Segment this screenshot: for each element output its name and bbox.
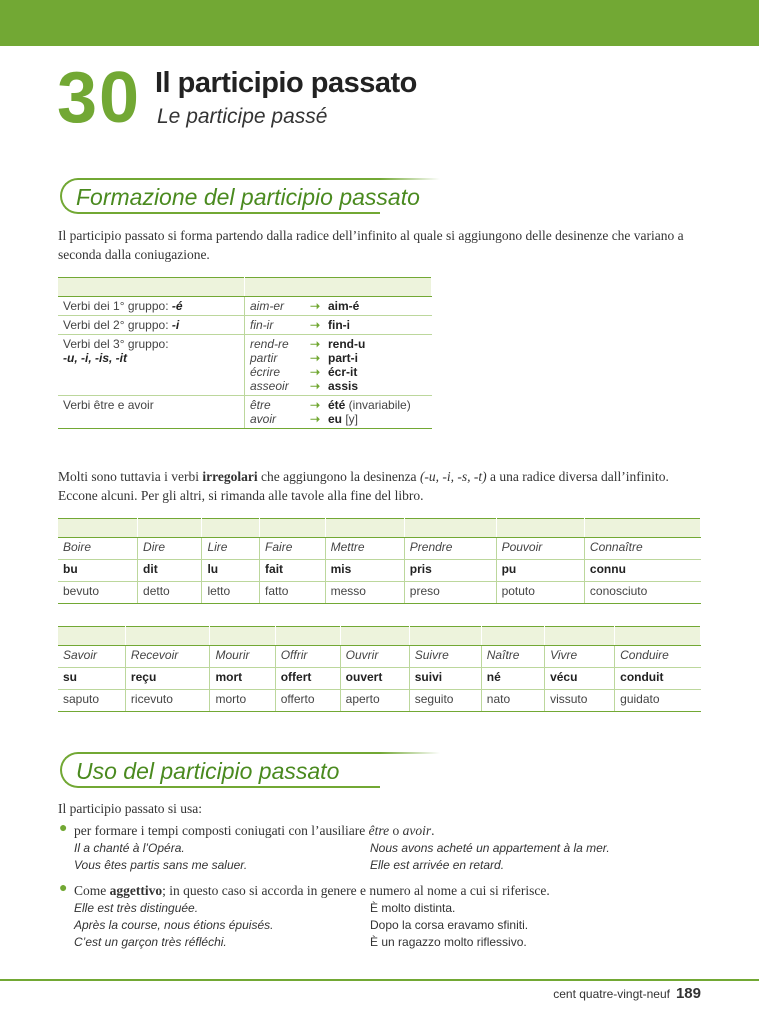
infinitive-cell: Connaître (584, 538, 700, 560)
example-italian: È molto distinta. (370, 901, 456, 915)
table-header-cell (58, 278, 245, 297)
participle: fin-i (328, 318, 350, 332)
infinitive: asseoir (250, 379, 289, 393)
table-header-cell (545, 627, 615, 646)
participle: écr-it (328, 365, 358, 379)
example-french: C’est un garçon très réfléchi. (74, 935, 227, 949)
infinitive-cell: Recevoir (125, 646, 210, 668)
italian-cell: ricevuto (125, 690, 210, 712)
participle: été (328, 398, 346, 412)
infinitive-cell: Naître (481, 646, 544, 668)
arrow-right-icon: ➝ (309, 351, 321, 365)
italian-cell: letto (202, 582, 260, 604)
infinitive-cell: Pouvoir (496, 538, 584, 560)
conjugation-line (250, 299, 427, 313)
infinitive-cell: Mourir (210, 646, 275, 668)
participle-note: [y] (342, 412, 359, 426)
participle-cell: ouvert (340, 668, 409, 690)
page-number: 189 (675, 985, 701, 1002)
footer-divider (0, 979, 759, 981)
infinitive: partir (250, 351, 278, 365)
usage-intro: Il participio passato si usa: (58, 801, 202, 816)
group-label: Verbi être e avoir (63, 398, 154, 412)
infinitive-cell: Boire (58, 538, 138, 560)
infinitive-cell: Vivre (545, 646, 615, 668)
table-row (58, 297, 432, 316)
chapter-title: Il participio passato (155, 67, 417, 99)
participle-cell: mis (325, 560, 404, 582)
table-row (58, 396, 432, 429)
infinitive-cell: Suivre (409, 646, 481, 668)
participle-cell: mort (210, 668, 275, 690)
chapter-subtitle: Le participe passé (157, 105, 328, 128)
infinitive: avoir (250, 412, 277, 426)
participle-cell: lu (202, 560, 260, 582)
arrow-right-icon: ➝ (309, 299, 321, 313)
infinitive-cell: Faire (260, 538, 326, 560)
italian-cell: conosciuto (584, 582, 700, 604)
arrow-right-icon: ➝ (309, 365, 321, 379)
table-header-cell (275, 627, 340, 646)
infinitive-cell: Offrir (275, 646, 340, 668)
table-header-row (58, 519, 701, 538)
italian-cell: morto (210, 690, 275, 712)
participle-cell: dit (138, 560, 202, 582)
infinitive-cell: Ouvrir (340, 646, 409, 668)
conjugation-line (250, 412, 427, 426)
table-header-cell (340, 627, 409, 646)
table-header-cell (138, 519, 202, 538)
infinitive: écrire (250, 365, 281, 379)
example-french: Elle est très distinguée. (74, 901, 199, 915)
conjugation-line (250, 337, 427, 351)
participle-cell: pu (496, 560, 584, 582)
group-label: Verbi del 2° gruppo: (63, 318, 172, 332)
usage-item-adjective (58, 881, 718, 951)
italian-cell: bevuto (58, 582, 138, 604)
table-header-cell (404, 519, 496, 538)
table-header-cell (325, 519, 404, 538)
irregular-intro-text: che aggiungono la desinenza (257, 469, 420, 484)
italian-cell: nato (481, 690, 544, 712)
group-label: Verbi dei 1° gruppo: (63, 299, 172, 313)
section-heading-formazione (60, 178, 420, 214)
irregular-intro (58, 467, 708, 505)
table-row (58, 538, 701, 560)
example-french: Après la course, nous étions épuisés. (74, 918, 274, 932)
table-header-cell (409, 627, 481, 646)
infinitive-cell: Dire (138, 538, 202, 560)
arrow-right-icon: ➝ (309, 398, 321, 412)
group-cell (58, 335, 245, 396)
participle-cell: offert (275, 668, 340, 690)
conjugation-cell (245, 335, 432, 396)
infinitive: rend-re (250, 337, 289, 351)
infinitive-cell: Savoir (58, 646, 125, 668)
italian-cell: guidato (615, 690, 701, 712)
infinitive: être (250, 398, 271, 412)
examples-adjective (74, 900, 718, 951)
participle-cell: suivi (409, 668, 481, 690)
example-italian: È un ragazzo molto riflessivo. (370, 935, 527, 949)
participle-cell: conduit (615, 668, 701, 690)
table-row (58, 646, 701, 668)
infinitive-cell: Lire (202, 538, 260, 560)
participle-note: (invariabile) (345, 398, 411, 412)
participle-cell: bu (58, 560, 138, 582)
usage-list (58, 821, 718, 951)
page-number-words: cent quatre-vingt-neuf (553, 987, 670, 1001)
table-row (58, 668, 701, 690)
usage-item-text: per formare i tempi composti coniugati con l’ausiliare être o avoir. (74, 823, 435, 838)
table-row (58, 582, 701, 604)
table-row (58, 316, 432, 335)
bullet-icon: ● (59, 881, 68, 896)
arrow-right-icon: ➝ (309, 318, 321, 332)
italian-cell: messo (325, 582, 404, 604)
group-cell (58, 316, 245, 335)
italian-cell: fatto (260, 582, 326, 604)
irregular-intro-text: Molti sono tuttavia i verbi (58, 469, 203, 484)
table-header-cell (125, 627, 210, 646)
infinitive: aim-er (250, 299, 285, 313)
table-header-cell (481, 627, 544, 646)
infinitive-cell: Mettre (325, 538, 404, 560)
formation-intro: Il participio passato si forma partendo dalla radice dell’infinito al quale si aggiungono delle desinenze che variano a seconda dalla coniugazione. (58, 228, 684, 262)
examples-composite (74, 840, 718, 874)
participle: eu (328, 412, 343, 426)
usage-item-composite (58, 821, 718, 874)
usage-item-text: Come aggettivo; in questo caso si accorda in genere e numero al nome a cui si riferisce. (74, 883, 550, 898)
conjugation-cell (245, 396, 432, 429)
table-row (58, 690, 701, 712)
example-french: Nous avons acheté un appartement à la mer. (370, 841, 610, 855)
bullet-icon: ● (59, 821, 68, 836)
example-french: Vous êtes partis sans me saluer. (74, 858, 248, 872)
italian-cell: potuto (496, 582, 584, 604)
infinitive-cell: Prendre (404, 538, 496, 560)
conjugation-cell (245, 297, 432, 316)
table-row (58, 560, 701, 582)
table-header-cell (58, 519, 138, 538)
group-cell (58, 396, 245, 429)
section-heading-text: Uso del participio passato (76, 758, 340, 784)
table-header-cell (615, 627, 701, 646)
table-row (58, 335, 432, 396)
group-cell (58, 297, 245, 316)
irregular-bold: irregolari (202, 469, 258, 484)
italian-cell: vissuto (545, 690, 615, 712)
arrow-right-icon: ➝ (309, 412, 321, 426)
participle-cell: su (58, 668, 125, 690)
italian-cell: saputo (58, 690, 125, 712)
conjugation-line (250, 398, 427, 412)
group-label: Verbi del 3° gruppo: (63, 337, 169, 351)
conjugation-line (250, 365, 427, 379)
infinitive: fin-ir (250, 318, 274, 332)
irregular-table-2 (58, 626, 701, 712)
example-french: Elle est arrivée en retard. (370, 858, 505, 872)
participle: aim-é (328, 299, 360, 313)
arrow-right-icon: ➝ (309, 379, 321, 393)
participle-cell: né (481, 668, 544, 690)
formation-table (58, 277, 432, 429)
italian-cell: preso (404, 582, 496, 604)
table-header-cell (245, 278, 432, 297)
irregular-table-1 (58, 518, 701, 604)
example-french: Il a chanté à l’Opéra. (74, 841, 185, 855)
chapter-number: 30 (57, 58, 142, 138)
conjugation-cell (245, 316, 432, 335)
participle-cell: reçu (125, 668, 210, 690)
irregular-intro-text: a una radice diversa dall’infinito. Eccone alcuni. Per gli altri, si rimanda alle tavole alla fine del libro. (58, 469, 669, 503)
arrow-right-icon: ➝ (309, 337, 321, 351)
page-footer (553, 985, 701, 1002)
participle-cell: connu (584, 560, 700, 582)
infinitive-cell: Conduire (615, 646, 701, 668)
table-header-row (58, 627, 701, 646)
italian-cell: aperto (340, 690, 409, 712)
group-ending: -i (171, 318, 180, 332)
table-header-cell (260, 519, 326, 538)
italian-cell: seguito (409, 690, 481, 712)
irregular-endings: (-u, -i, -s, -t) (419, 469, 487, 484)
top-color-bar (0, 0, 759, 46)
participle-cell: pris (404, 560, 496, 582)
table-header-cell (202, 519, 260, 538)
participle-cell: fait (260, 560, 326, 582)
table-header-cell (210, 627, 275, 646)
section-heading-text: Formazione del participio passato (76, 184, 420, 210)
italian-cell: detto (138, 582, 202, 604)
table-header-cell (584, 519, 700, 538)
table-header-cell (58, 627, 125, 646)
example-italian: Dopo la corsa eravamo sfiniti. (370, 918, 529, 932)
participle: part-i (328, 351, 358, 365)
conjugation-line (250, 351, 427, 365)
conjugation-line (250, 379, 427, 393)
participle: rend-u (328, 337, 366, 351)
group-ending: -u, -i, -is, -it (63, 351, 127, 365)
conjugation-line (250, 318, 427, 332)
italian-cell: offerto (275, 690, 340, 712)
table-header-cell (496, 519, 584, 538)
participle: assis (328, 379, 359, 393)
section-heading-uso (60, 752, 380, 788)
group-ending: -é (171, 299, 183, 313)
participle-cell: vécu (545, 668, 615, 690)
